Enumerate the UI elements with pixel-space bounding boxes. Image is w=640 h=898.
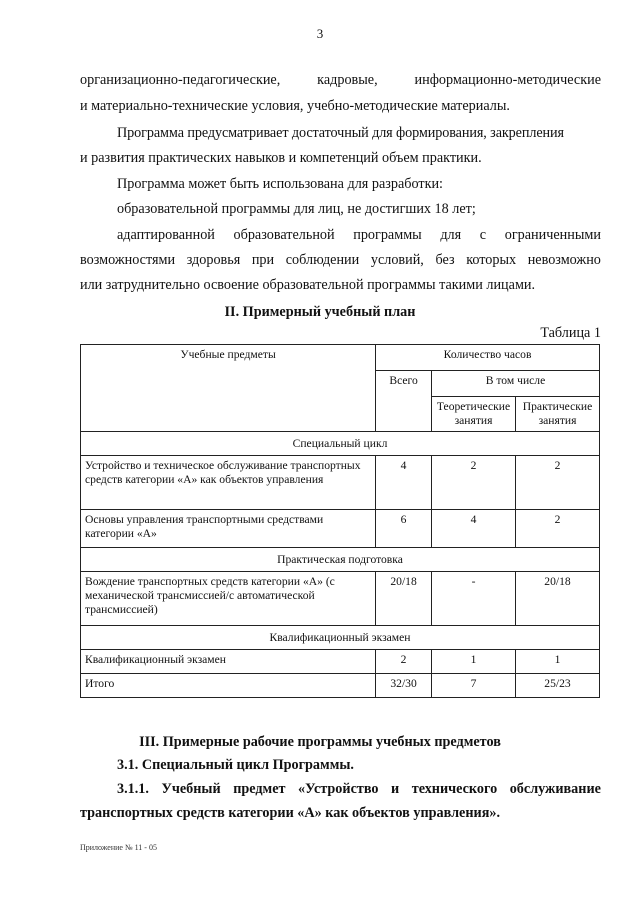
section-2-title: II. Примерный учебный план	[224, 304, 416, 320]
word: технического	[411, 781, 498, 797]
section-row: Квалификационный экзамен	[81, 626, 600, 650]
word: которых	[466, 252, 517, 268]
paragraph-line-9: или затруднительно освоение образовательной программы такими лицами.	[80, 277, 536, 293]
word: программы	[353, 227, 422, 243]
word: предмет	[233, 781, 286, 797]
practice-cell: 25/23	[516, 674, 600, 698]
word: невозможно	[527, 252, 601, 268]
header-practice: Практические занятия	[516, 397, 600, 432]
header-hours: Количество часов	[376, 345, 600, 371]
paragraph-line-5: Программа может быть использована для разработки:	[117, 176, 443, 192]
header-total: Всего	[376, 371, 432, 432]
word: для	[440, 227, 462, 243]
paragraph-line-1	[80, 71, 601, 89]
word: и	[391, 781, 400, 797]
subsection-3-1: 3.1. Специальный цикл Программы.	[117, 757, 354, 773]
theory-cell: 4	[432, 510, 516, 548]
word: условий,	[370, 252, 424, 268]
paragraph-line-3: Программа предусматривает достаточный для формирования, закрепления	[117, 125, 564, 141]
word: без	[435, 252, 455, 268]
section-row: Практическая подготовка	[81, 548, 600, 572]
word: 3.1.1.	[117, 781, 149, 797]
paragraph-line-2: и материально-технические условия, учебно-методические материалы.	[80, 98, 510, 114]
table-label: Таблица 1	[540, 325, 601, 341]
word: организационно-педагогические,	[80, 72, 281, 88]
practice-cell: 2	[516, 456, 600, 510]
word: соблюдении	[285, 252, 360, 268]
word: при	[251, 252, 275, 268]
header-subjects: Учебные предметы	[81, 345, 376, 432]
word: ограниченными	[504, 227, 601, 243]
practice-cell: 1	[516, 650, 600, 674]
total-cell: 2	[376, 650, 432, 674]
theory-cell: 1	[432, 650, 516, 674]
word: обслуживание	[509, 781, 601, 797]
header-including: В том числе	[432, 371, 600, 397]
word: «Устройство	[298, 781, 379, 797]
theory-cell: -	[432, 572, 516, 626]
total-cell: 20/18	[376, 572, 432, 626]
paragraph-line-4: и развития практических навыков и компетенций объем практики.	[80, 150, 482, 166]
practice-cell: 20/18	[516, 572, 600, 626]
header-theory: Теоретические занятия	[432, 397, 516, 432]
paragraph-line-8	[80, 251, 601, 269]
word: Учебный	[161, 781, 221, 797]
page-number: 3	[316, 26, 324, 41]
paragraph-line-7	[117, 226, 601, 244]
practice-cell: 2	[516, 510, 600, 548]
subject-cell: Устройство и техническое обслуживание транспортных средств категории «А» как объектов управления	[81, 456, 376, 510]
section-3-title: III. Примерные рабочие программы учебных предметов	[139, 734, 501, 750]
curriculum-table	[80, 344, 600, 698]
theory-cell: 2	[432, 456, 516, 510]
total-label-cell: Итого	[81, 674, 376, 698]
subject-cell: Вождение транспортных средств категории «А» (с механической трансмиссией/с автоматической трансмиссией)	[81, 572, 376, 626]
subsection-3-1-1-line-1	[117, 780, 601, 798]
theory-cell: 7	[432, 674, 516, 698]
word: кадровые,	[317, 72, 378, 88]
subsection-3-1-1-line-2: транспортных средств категории «А» как объектов управления».	[80, 805, 501, 821]
word: с	[479, 227, 487, 243]
word: образовательной	[233, 227, 335, 243]
word: здоровья	[186, 252, 241, 268]
paragraph-line-6: образовательной программы для лиц, не достигших 18 лет;	[117, 201, 476, 217]
word: возможностями	[80, 252, 176, 268]
total-cell: 6	[376, 510, 432, 548]
section-row: Специальный цикл	[81, 432, 600, 456]
total-cell: 32/30	[376, 674, 432, 698]
subject-cell: Квалификационный экзамен	[81, 650, 376, 674]
subject-cell: Основы управления транспортными средствами категории «А»	[81, 510, 376, 548]
footer-note: Приложение № 11 - 05	[80, 843, 157, 852]
word: адаптированной	[117, 227, 215, 243]
total-cell: 4	[376, 456, 432, 510]
word: информационно-методические	[414, 72, 601, 88]
